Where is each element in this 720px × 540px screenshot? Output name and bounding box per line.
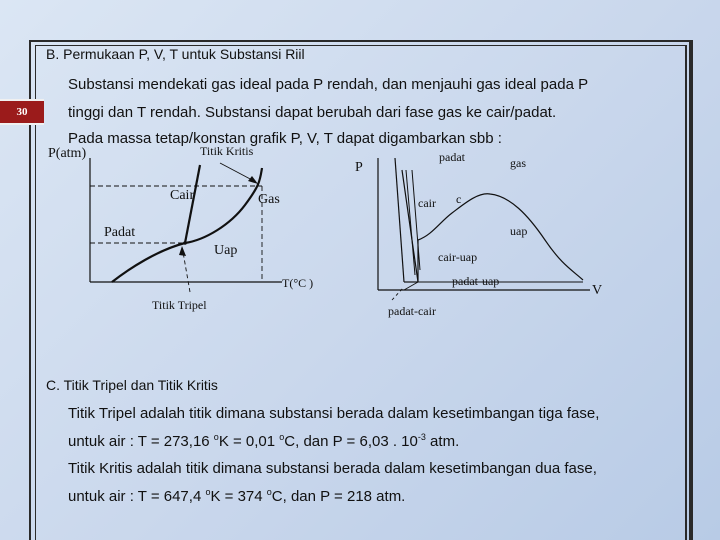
critical-point-label: Titik Kritis: [200, 144, 254, 158]
pv-x-label: V: [592, 283, 603, 298]
pv-solid-vapor-label: padat-uap: [452, 274, 500, 288]
critical-point-pointer: [220, 163, 254, 181]
triple-point-marker: [183, 241, 187, 245]
liquid-label: Cair: [170, 188, 195, 203]
solid-label: Padat: [104, 225, 136, 240]
pv-y-label: P: [355, 160, 363, 175]
triple-point-arrowhead: [179, 246, 186, 256]
section-c-heading: C. Titik Tripel dan Titik Kritis: [46, 377, 218, 393]
phase-x-label: T(°C ): [282, 276, 314, 290]
pv-liquid-vapor-label: cair-uap: [438, 250, 478, 264]
pv-solid-liquid-label: padat-cair: [388, 304, 436, 318]
section-b-heading: B. Permukaan P, V, T untuk Substansi Riil: [46, 46, 305, 62]
section-b-line-1: Substansi mendekati gas ideal pada P rendah, dan menjauhi gas ideal pada P: [68, 76, 589, 93]
phase-y-label: P(atm): [48, 146, 87, 161]
triple-point-pointer: [183, 252, 190, 292]
pv-liquid-label: cair: [418, 196, 436, 210]
section-b-line-2: tinggi dan T rendah. Substansi dapat berubah dari fase gas ke cair/padat.: [68, 104, 557, 121]
fusion-curve: [185, 165, 200, 243]
triple-point-values: untuk air : T = 273,16 $^o$K = 0,01 $^o$C, dan P = 6,03 . $10^{-3}$ atm.: [68, 432, 460, 450]
section-b-line-3: Pada massa tetap/konstan grafik P, V, T dapat digambarkan sbb :: [68, 130, 502, 147]
critical-point-arrowhead: [248, 176, 258, 184]
critical-point-definition: Titik Kritis adalah titik dimana substansi berada dalam kesetimbangan dua fase,: [68, 460, 597, 477]
vapor-label: Uap: [214, 243, 238, 258]
pv-vapor-label: uap: [510, 224, 528, 238]
triple-point-label: Titik Tripel: [152, 298, 207, 312]
pv-critical-point-label: c: [456, 192, 462, 206]
pv-baseline-join: [404, 282, 418, 290]
pv-solid-label: padat: [439, 150, 465, 164]
sublimation-curve: [112, 243, 185, 282]
pv-solid-liquid-right: [402, 170, 418, 282]
triple-point-definition: Titik Tripel adalah titik dimana substansi berada dalam kesetimbangan tiga fase,: [68, 405, 600, 422]
pv-saturation-dome: [418, 194, 583, 282]
gas-label: Gas: [258, 192, 280, 207]
critical-point-values: untuk air : T = 647,4 $^o$K = 374 $^o$C, dan P = 218 atm.: [68, 487, 406, 505]
pv-gas-label: gas: [510, 156, 526, 170]
slide-number: 30: [16, 106, 28, 118]
